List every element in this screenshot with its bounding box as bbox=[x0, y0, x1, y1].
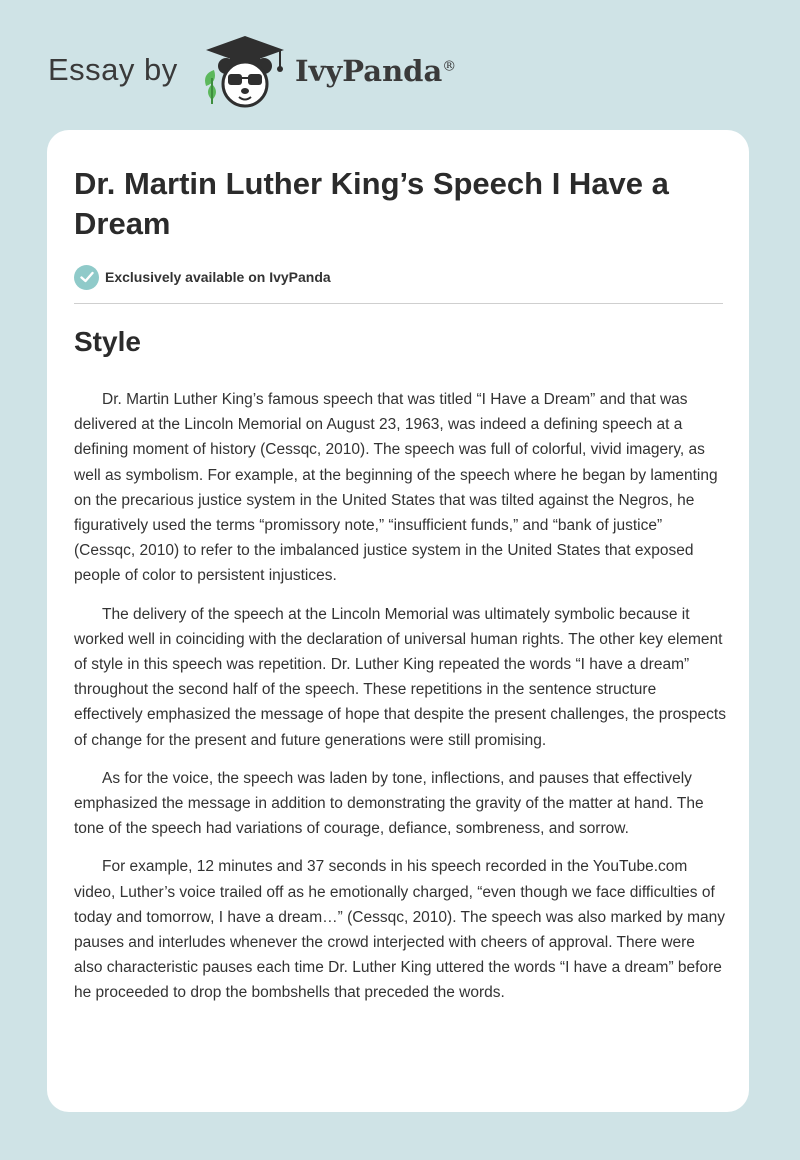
check-circle-icon bbox=[74, 265, 99, 290]
badge-text: Exclusively available on IvyPanda bbox=[105, 269, 331, 285]
brand-text: IvyPanda bbox=[295, 54, 443, 88]
panda-graduate-logo-icon[interactable] bbox=[200, 34, 290, 110]
paragraph: Dr. Martin Luther King’s famous speech that was titled “I Have a Dream” and that was delivered at the Lincoln Memorial on August 23, 1963, was indeed a defining speech at a defining moment of history (Cessqc, 2010). The speech was full of colorful, vivid imagery, as well as symbolism. For example, at the beginning of the speech where he began by lamenting on the precarious justice system in the United States that was tilted against the Negros, he figuratively used the terms “promissory note,” “insufficient funds,” and “bank of justice” (Cessqc, 2010) to refer to the imbalanced justice system in the United States that exposed people of color to persistent injustices. bbox=[74, 391, 718, 585]
registered-mark: ® bbox=[442, 58, 457, 75]
essay-card bbox=[47, 130, 749, 1112]
exclusive-badge bbox=[74, 264, 331, 290]
section-heading: Style bbox=[74, 326, 141, 357]
paragraph: For example, 12 minutes and 37 seconds in his speech recorded in the YouTube.com video, Luther’s voice trailed off as he emotionally charged, “even though we face difficulties of today and tomorrow, I have a dream…” (Cessqc, 2010). The speech was also marked by many pauses and interludes whenever the crowd interjected with cheers of approval. There were also characteristic pauses each time Dr. Luther King uttered the words “I have a dream” before he proceeded to drop the bombshells that preceded the words. bbox=[74, 858, 726, 1002]
essay-title: Dr. Martin Luther King’s Speech I Have a Dream bbox=[74, 166, 669, 241]
paragraph: The delivery of the speech at the Lincoln Memorial was ultimately symbolic because it worked well in coinciding with the declaration of universal human rights. The other key element of style in this speech was repetition. Dr. Luther King repeated the words “I have a dream” throughout the second half of the speech. These repetitions in the sentence structure effectively emphasized the message of hope that despite the present challenges, the prospects of change for the present and future generations were still promising. bbox=[74, 605, 726, 749]
essay-body bbox=[74, 387, 726, 1019]
essay-by-label: Essay by bbox=[48, 52, 178, 87]
divider bbox=[74, 303, 723, 304]
brand-name[interactable] bbox=[295, 54, 456, 88]
paragraph: As for the voice, the speech was laden by tone, inflections, and pauses that effectively emphasized the message in addition to demonstrating the gravity of the matter at hand. The tone of the speech had variations of courage, defiance, sombreness, and sorrow. bbox=[74, 769, 704, 838]
site-header bbox=[0, 0, 800, 130]
